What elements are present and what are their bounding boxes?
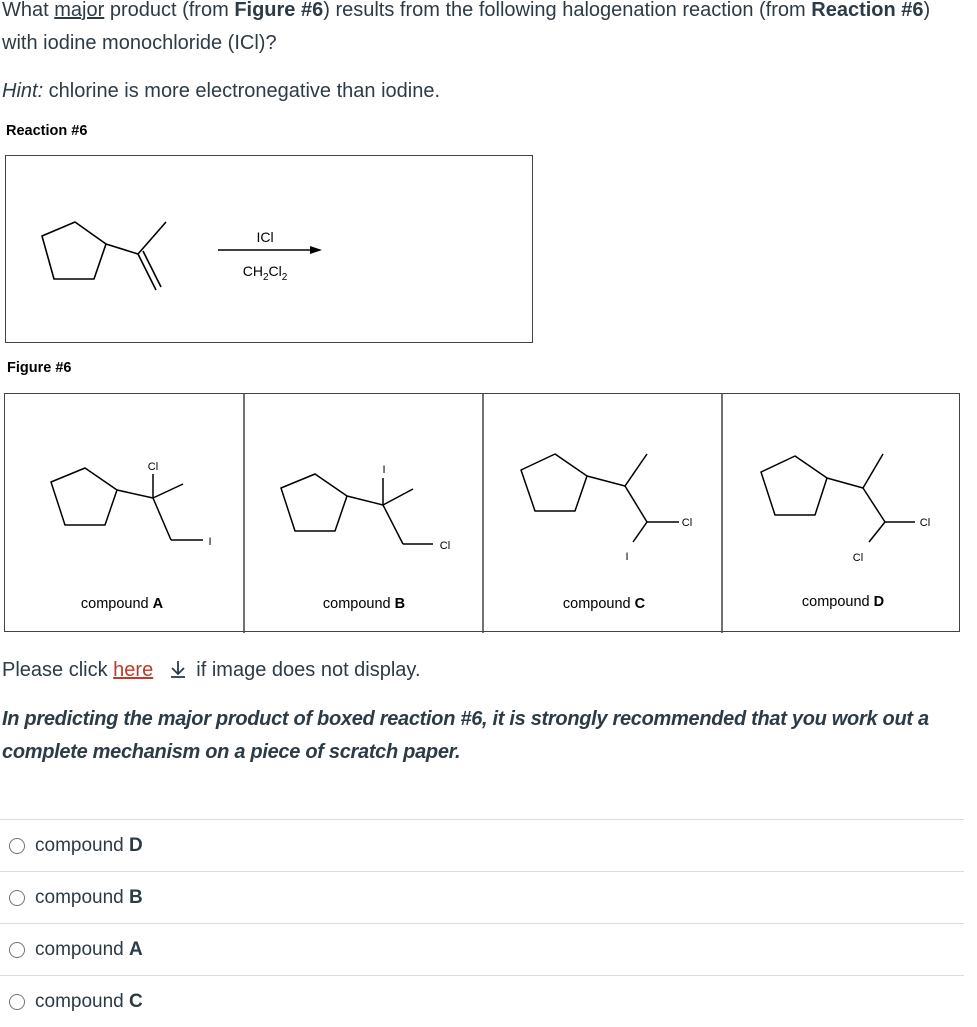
question-part: ) with iodine monochloride (ICl)? (2, 0, 931, 54)
figure-title: Figure #6 (7, 360, 72, 376)
atom-i: I (208, 536, 212, 548)
compound-c-structure (521, 454, 692, 563)
reaction-scheme (6, 156, 534, 344)
atom-cl: Cl (919, 517, 931, 529)
advice-text: In predicting the major product of boxed reaction #6, it is strongly recommended that you work out a complete mechanism on a piece of scratch paper. (2, 708, 929, 763)
option-compound-b[interactable] (0, 871, 964, 923)
question-part: ) results from the following halogenation reaction (from (323, 0, 812, 21)
figure-box (4, 393, 960, 632)
solvent-label: $CH_2Cl_2$ (242, 263, 288, 283)
compound-a-label: compound A (80, 596, 164, 612)
reaction-box (5, 155, 533, 343)
alkene-structure (42, 222, 166, 290)
radio-button[interactable] (9, 942, 25, 958)
option-label[interactable]: compound C (35, 990, 143, 1012)
atom-cl: Cl (147, 461, 159, 473)
click-notice-suffix: if image does not display. (190, 659, 421, 681)
hint-label: Hint: (2, 80, 44, 102)
option-compound-d[interactable] (0, 819, 964, 871)
atom-cl: Cl (681, 517, 693, 529)
reaction-title: Reaction #6 (6, 123, 88, 139)
compound-d-label: compound D (801, 594, 885, 610)
option-compound-c[interactable] (0, 975, 964, 1027)
download-icon[interactable] (167, 658, 189, 680)
option-label[interactable]: compound D (35, 834, 143, 856)
arrow-head (310, 246, 322, 254)
click-notice-prefix: Please click (2, 659, 114, 681)
compound-d-structure (761, 454, 930, 564)
click-notice (2, 655, 421, 685)
atom-i: I (625, 551, 629, 563)
here-link[interactable]: here (113, 659, 154, 681)
figure-scheme (5, 394, 961, 633)
compound-a-structure (51, 461, 212, 548)
atom-cl: Cl (852, 552, 864, 564)
option-label[interactable]: compound A (35, 938, 143, 960)
option-compound-a[interactable] (0, 923, 964, 975)
question-reaction-ref: Reaction #6 (811, 0, 924, 21)
radio-button[interactable] (9, 994, 25, 1010)
reagent-icl: ICl (256, 229, 274, 245)
question-part: product (from (104, 0, 235, 21)
question-figure-ref: Figure #6 (234, 0, 324, 21)
answer-options (0, 819, 964, 1027)
atom-i: I (382, 464, 386, 476)
compound-c-label: compound C (562, 596, 646, 612)
question-part: What (2, 0, 55, 21)
atom-cl: Cl (439, 540, 451, 552)
compound-b-structure (281, 464, 450, 552)
hint-text (2, 76, 440, 106)
compound-b-label: compound B (322, 596, 406, 612)
hint-body: chlorine is more electronegative than iodine. (43, 80, 441, 102)
radio-button[interactable] (9, 890, 25, 906)
question-text (2, 0, 962, 60)
option-label[interactable]: compound B (35, 886, 143, 908)
radio-button[interactable] (9, 838, 25, 854)
question-emphasis: major (54, 0, 105, 21)
